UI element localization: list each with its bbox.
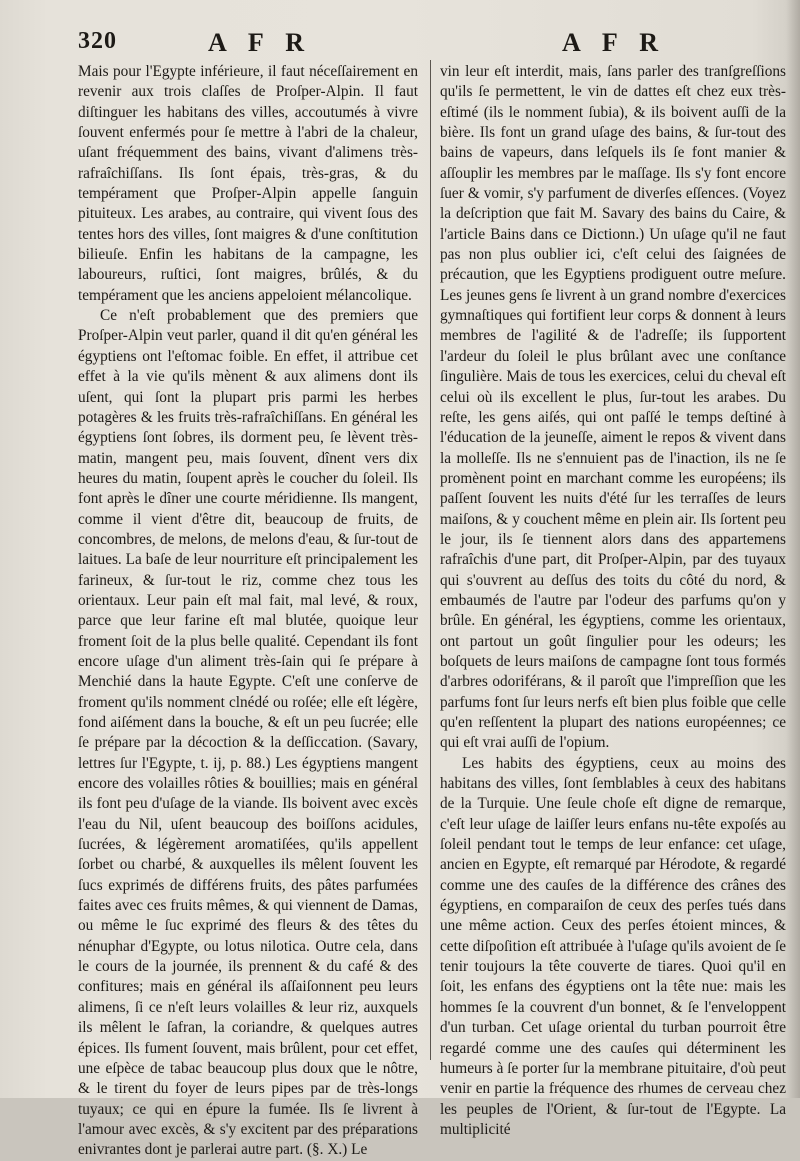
right-column: [440, 62, 786, 1140]
running-head-left: A F R: [208, 28, 313, 57]
paragraph: vin leur eſt interdit, mais, ſans parler des tranſgreſſions qu'ils ſe permettent, le vin de dattes eſt chez eux très-eſtimé (ils le nomment ſubia), & ils boivent auſſi de la bière. Ils font un grand uſage des bains, & ſur-tout des bains de vapeurs, dans leſquels ils ſe font manier & aſſouplir les membres par le maſſage. Ils s'y font encore ſuer & vomir, s'y parfument de diverſes eſſences. (Voyez la deſcription que fait M. Savary des bains du Caire, & l'article Bains dans ce Dictionn.) Un uſage qu'il ne faut pas non plus oublier ici, c'eſt celui des ſaignées de précaution, que les Egyptiens prodiguent outre meſure. Les jeunes gens ſe livrent à un grand nombre d'exercices gymnaſtiques qui fortifient leur corps & donnent à leurs membres de l'agilité & de l'adreſſe; ils ſupportent l'ardeur du ſoleil le plus brûlant avec une conſtance ſingulière. Mais de tous les exercices, celui du cheval eſt celui où ils excellent le plus, ſur-tout les arabes. Du reſte, les gens aiſés, qui ont paſſé le temps deſtiné à l'éducation de la jeuneſſe, aiment le repos & vivent dans la molleſſe. Ils ne s'ennuient pas de l'inaction, ils ne ſe promènent point en marchant comme les européens; ils paſſent ſouvent les nuits d'été ſur les terraſſes de leurs maiſons, & y couchent même en plein air. Ils ſortent peu le jour, ils ſe tiennent alors dans des appartemens rafraîchis d'une part, dit Proſper-Alpin, par des tuyaux qui s'ouvrent au deſſus des toits du côté du nord, & embaumés de l'autre par l'odeur des parfums qu'on y brûle. En général, les égyptiens, comme les orientaux, ont partout un goût ſingulier pour les odeurs; les boſquets de leurs maiſons de campagne ſont tous formés d'arbres odoriférans, & il paroît que l'impreſſion que les parfums font ſur leurs nerfs eſt bien plus foible que celle qu'en reſſentent la plupart des nations européennes; ce qui eſt vrai auſſi de l'opium.: [440, 63, 786, 752]
paragraph: Mais pour l'Egypte inférieure, il faut néceſſairement en revenir aux trois claſſes de Proſper-Alpin. Il faut diſtinguer les habitans des villes, accoutumés à vivre ſouvent enfermés pour ſe mettre à l'abri de la chaleur, uſant fréquemment des bains, vivant d'alimens très-rafraîchiſſans. Ils ſont épais, très-gras, & du tempérament que Proſper-Alpin appelle ſanguin pituiteux. Les arabes, au contraire, qui vivent ſous des tentes hors des villes, ſont maigres & d'une conſtitution bilieuſe. Enfin les habitans de la campagne, les laboureurs, ruſtici, ſont maigres, brûlés, & du tempérament que les anciens appeloient mélancolique.: [78, 63, 418, 304]
page-header: [0, 22, 800, 62]
paragraph: Les habits des égyptiens, ceux au moins des habitans des villes, ſont ſemblables à ceux des habitans de la Turquie. Une ſeule choſe eſt digne de remarque, c'eſt leur uſage de laiſſer leurs enfans nu-tête expoſés au ſoleil pendant tout le temps de leur enfance: cet uſage, ancien en Egypte, eſt remarqué par Hérodote, & regardé comme une des cauſes de la différence des crânes des égyptiens, en comparaiſon de ceux des perſes tués dans une même action. Ceux des perſes étoient minces, & cette diſpoſition eſt attribuée à l'uſage qu'ils avoient de ſe tenir toujours la tête couverte de tiares. Quoi qu'il en ſoit, les enfans des égyptiens ont la tête nue: mais les hommes ſe la couvrent d'un bonnet, & ſe l'enveloppent d'un turban. Cet uſage oriental du turban pourroit être regardé comme une des cauſes qui déterminent les humeurs à ſe porter ſur la membrane pituitaire, d'où peut venir en partie la fréquence des rhumes de cerveau chez les peuples de l'Orient, & ſur-tout de l'Egypte. La multiplicité: [440, 754, 786, 1138]
page-number: 320: [78, 28, 117, 54]
column-divider: [430, 60, 431, 1060]
running-head-right: A F R: [562, 28, 667, 57]
page-edge-shadow: [786, 0, 800, 1098]
paragraph: Ce n'eſt probablement que des premiers que Proſper-Alpin veut parler, quand il dit qu'en général les égyptiens ont l'eſtomac foible. En effet, il attribue cet effet à la vie qu'ils mènent & aux alimens dont ils uſent, qui ſont la plupart pris parmi les herbes potagères & les fruits très-rafraîchiſſans. En général les égyptiens ſont ſobres, ils dorment peu, ſe lèvent très-matin, mangent peu, mais ſouvent, dînent vers dix heures du matin, ſoupent après le coucher du ſoleil. Ils font après le dîner une courte méridienne. Ils mangent, comme il vient d'être dit, beaucoup de fruits, de concombres, de melons, de melons d'eau, & ſur-tout de laitues. La baſe de leur nourriture eſt principalement les farineux, & ſur-tout le riz, comme chez tous les orientaux. Leur pain eſt mal fait, mal levé, & roux, parce que leur farine eſt mal blutée, quoique leur froment ſoit de la plus belle qualité. Cependant ils font encore uſage d'un aliment très-ſain qui ſe prépare à Menchié dans la haute Egypte. C'eſt une conſerve de froment qu'ils nomment clnédé ou roſée; elle eſt légère, fond aiſément dans la bouche, & eſt un peu ſucrée; elle ſe prépare par la décoction & la deſſiccation. (Savary, lettres ſur l'Egypte, t. ij, p. 88.) Les égyptiens mangent encore des volailles rôties & bouillies; mais en général ils font peu d'uſage de la viande. Ils boivent avec excès l'eau du Nil, uſent beaucoup des boiſſons acidules, ſucrées, & légèrement aromatiſées, qu'ils appellent ſorbet ou charbé, & auxquelles ils mêlent ſouvent les ſucs exprimés de différens fruits, des pâtes parfumées faites avec ces fruits mêmes, & qui viennent de Damas, ou même le ſuc exprimé des fleurs & des têtes du nénuphar d'Egypte, ou lotus nilotica. Outre cela, dans le cours de la journée, ils prennent & du café & des confitures; mais en général ils aſſaiſonnent peu leurs alimens, ſi ce n'eſt leurs volailles & leur riz, auxquels ils mêlent le ſafran, la coriandre, & quelques autres épices. Ils fument ſouvent, mais brûlent, pour cet effet, une eſpèce de tabac beaucoup plus doux que le nôtre, & le tirent du foyer de leurs pipes par de très-longs tuyaux; ce qui en épure la fumée. Ils ſe livrent à l'amour avec excès, & s'y excitent par des préparations enivrantes dont je parlerai autre part. (§. X.) Le: [78, 307, 418, 1159]
left-column: [78, 62, 418, 1161]
